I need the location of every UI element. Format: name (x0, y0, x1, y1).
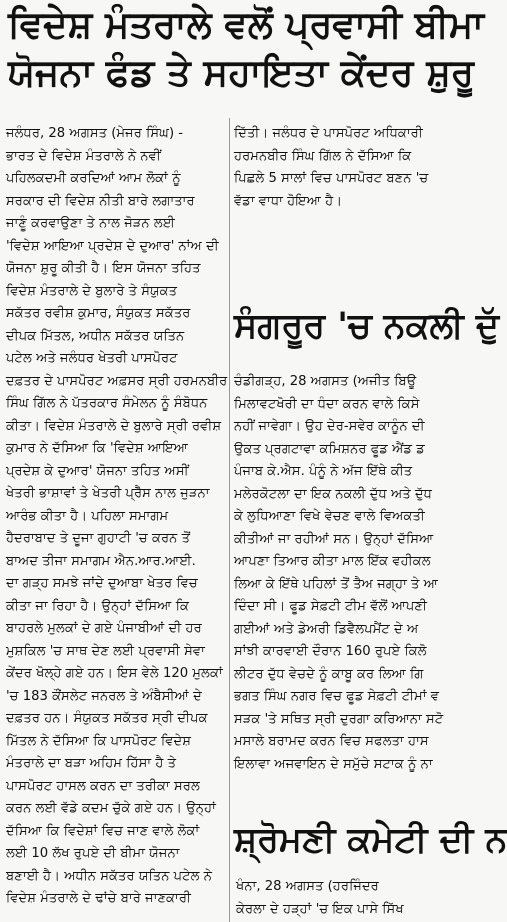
text-line: ਚੰਡੀਗੜ੍ਹ, 28 ਅਗਸਤ (ਅਜੀਤ ਬਿਊ (234, 374, 417, 389)
sangrur-article-body (234, 371, 453, 776)
headline-line-1: ਵਿਦੇਸ਼ ਮੰਤਰਾਲੇ ਵਲੋਂ ਪ੍ਰਵਾਸੀ ਬੀਮਾ (8, 3, 484, 46)
headline-line-2: ਯੋਜਨਾ ਫੰਡ ਤੇ ਸਹਾਇਤਾ ਕੇਂਦਰ ਸ਼ੁਰੂ (8, 51, 474, 94)
text-line: ਸਿੰਘ ਗਿੱਲ ਨੇ ਪੱਤਰਕਾਰ ਸੰਮੇਲਨ ਨੂੰ ਸੰਬੋਧਨ (6, 396, 208, 411)
text-line: ਮੰਤਰਾਲੇ ਦਾ ਬੜਾ ਅਹਿਮ ਹਿੱਸਾ ਹੈ ਤੇ (6, 756, 177, 771)
text-line: ਦੱਸਿਆ ਕਿ ਵਿਦੇਸ਼ਾਂ ਵਿਚ ਜਾਣ ਵਾਲੇ ਲੋਕਾਂ (6, 823, 200, 839)
text-line: ਭਗਤ ਸਿੰਘ ਨਗਰ ਵਿਚ ਫੂਡ ਸੇਫ਼ਟੀ ਟੀਮਾਂ ਵ (234, 689, 439, 704)
text-line: ਪਹਿਲਕਦਮੀ ਕਰਦਿਆਂ ਆਮ ਲੋਕਾਂ ਨੂੰ (6, 171, 181, 186)
text-line: ਹਰਮਨਬੀਰ ਸਿੰਘ ਗਿੱਲ ਨੇ ਦੱਸਿਆ ਕਿ (234, 148, 412, 164)
text-line: ਦਿੱਤੀ। ਜਲੰਧਰ ਦੇ ਪਾਸਪੋਰਟ ਅਧਿਕਾਰੀ (234, 126, 423, 141)
text-line: ਕੀਤਾ। ਵਿਦੇਸ਼ ਮੰਤਰਾਲੇ ਦੇ ਬੁਲਾਰੇ ਸ੍ਰੀ ਰਵੀਸ਼ (6, 418, 222, 434)
text-line: ਪ੍ਰਦੇਸ਼ ਕੇ ਦੁਆਰ' ਯੋਜਨਾ ਤਹਿਤ ਅਸੀਂ (6, 463, 189, 479)
text-line: ਭਾਰਤ ਦੇ ਵਿਦੇਸ਼ ਮੰਤਰਾਲੇ ਨੇ ਨਵੀਂ (6, 148, 161, 164)
text-line: ਮਸਾਲੇ ਬਰਾਮਦ ਕਰਨ ਵਿਚ ਸਫਲਤਾ ਹਾਸ (234, 734, 429, 749)
committee-article-body (236, 876, 453, 921)
text-line: ਖੰਨਾ, 28 ਅਗਸਤ (ਹਰਜਿੰਦਰ (236, 879, 379, 894)
text-line: ਪਟੇਲ ਅਤੇ ਜਲੰਧਰ ਖੇਤਰੀ ਪਾਸਪੋਰਟ (6, 351, 178, 366)
text-line: ਸਰਕਾਰ ਦੀ ਵਿਦੇਸ਼ ਨੀਤੀ ਬਾਰੇ ਲਗਾਤਾਰ (6, 193, 195, 209)
text-line: 'ਚ 183 ਕੌਂਸਲੇਟ ਜਨਰਲ ਤੇ ਅੰਬੈਸੀਆਂ ਦੇ (6, 688, 202, 704)
text-line: ਖੇਤਰੀ ਭਾਸ਼ਾਵਾਂ ਤੇ ਖੇਤਰੀ ਪ੍ਰੈੱਸ ਨਾਲ ਜੁੜਨਾ (6, 486, 210, 501)
text-line: ਪਿਛਲੇ 5 ਸਾਲਾਂ ਵਿਚ ਪਾਸਪੋਰਟ ਬਣਨ 'ਚ (234, 171, 429, 186)
text-line: ਕੇਂਦਰ ਖੋਲ੍ਹੇ ਗਏ ਹਨ। ਇਸ ਵੇਲੇ 120 ਮੁਲਕਾਂ (6, 666, 223, 681)
committee-headline: ਸ਼੍ਰੋਮਣੀ ਕਮੇਟੀ ਦੀ ਨ (234, 820, 507, 860)
text-line: ਜਲੰਧਰ, 28 ਅਗਸਤ (ਮੇਜਰ ਸਿੰਘ) - (6, 126, 184, 141)
text-line: ਮੁਸ਼ਕਿਲ 'ਚ ਸਾਥ ਦੇਣ ਲਈ ਪ੍ਰਵਾਸੀ ਸੇਵਾ (6, 643, 205, 659)
text-line: ਉਕਤ ਪ੍ਰਗਟਾਵਾ ਕਮਿਸ਼ਨਰ ਫੂਡ ਐਂਡ ਡ (234, 441, 425, 457)
text-line: ਦਿੰਦਾ ਸੀ। ਫੂਡ ਸੇਫ਼ਟੀ ਟੀਮ ਵੱਲੋਂ ਆਪਣੀ (234, 599, 427, 614)
text-line: ਸਾਂਝੀ ਕਾਰਵਾਈ ਦੌਰਾਨ 160 ਰੁਪਏ ਕਿਲੋ (234, 644, 427, 659)
sangrur-headline: ਸੰਗਰੂਰ 'ਚ ਨਕਲੀ ਦੁੱ (234, 306, 500, 346)
text-line: ਕੁਮਾਰ ਨੇ ਦੱਸਿਆ ਕਿ 'ਵਿਦੇਸ਼ ਆਇਆ (6, 441, 188, 456)
column-rule (229, 118, 230, 922)
text-line: ਮਿਲਾਵਟਖੋਰੀ ਦਾ ਧੰਦਾ ਕਰਨ ਵਾਲੇ ਕਿਸੇ (234, 396, 420, 412)
text-line: ਗਈਆਂ ਅਤੇ ਡੇਅਰੀ ਡਿਵੈਲਪਮੈਂਟ ਦੇ ਅ (234, 621, 419, 637)
text-line: ਕਰਨ ਲਈ ਵੱਡੇ ਕਦਮ ਚੁੱਕੇ ਗਏ ਹਨ। ਉਨ੍ਹਾਂ (6, 801, 216, 816)
text-line: ਮਿੱਤਲ ਨੇ ਦੱਸਿਆ ਕਿ ਪਾਸਪੋਰਟ ਵਿਦੇਸ਼ (6, 733, 192, 749)
main-article-body (6, 123, 228, 911)
text-line: ਦਫ਼ਤਰ ਦੇ ਪਾਸਪੋਰਟ ਅਫ਼ਸਰ ਸ੍ਰੀ ਹਰਮਨਬੀਰ (6, 373, 228, 389)
text-line: ਬਾਹਰਲੇ ਮੁਲਕਾਂ ਦੇ ਗਏ ਪੰਜਾਬੀਆਂ ਦੀ ਹਰ (6, 621, 202, 636)
text-line: ਹੈਦਰਾਬਾਦ ਤੇ ਦੂਜਾ ਗੁਹਾਟੀ 'ਚ ਕਰਨ ਤੋਂ (6, 531, 191, 546)
text-line: ਲਈ 10 ਲੱਖ ਰੁਪਏ ਦੀ ਬੀਮਾ ਯੋਜਨਾ (6, 846, 180, 861)
main-article-continuation (234, 123, 453, 213)
text-line: ਯੋਜਨਾ ਸ਼ੁਰੂ ਕੀਤੀ ਹੈ। ਇਸ ਯੋਜਨਾ ਤਹਿਤ (6, 261, 201, 276)
text-line: ਕੇਰਲਾ ਦੇ ਹੜ੍ਹਾਂ 'ਚ ਇਕ ਪਾਸੇ ਸਿੱਖ (236, 901, 404, 917)
text-line: ਕੀਤੀਆਂ ਜਾ ਰਹੀਆਂ ਸਨ। ਉਨ੍ਹਾਂ ਦੱਸਿਆ (234, 531, 434, 547)
text-line: ਪਾਸਪੋਰਟ ਹਾਸਲ ਕਰਨ ਦਾ ਤਰੀਕਾ ਸਰਲ (6, 778, 200, 794)
text-line: ਦੀਪਕ ਮਿੱਤਲ, ਅਧੀਨ ਸਕੱਤਰ ਯਤਿਨ (6, 328, 185, 344)
text-line: ਲਿਆ ਕੇ ਇੱਥੇ ਪਹਿਲਾਂ ਤੋਂ ਤੈਅ ਜਗ੍ਹਾ ਤੇ ਆ (234, 576, 439, 592)
text-line: ਬਾਅਦ ਤੀਜਾ ਸਮਾਗਮ ਐਨ.ਆਰ.ਆਈ. (6, 553, 196, 569)
text-line: ਵੱਡਾ ਵਾਧਾ ਹੋਇਆ ਹੈ। (234, 193, 343, 209)
text-line: ਵਿਦੇਸ਼ ਮੰਤਰਾਲੇ ਦੇ ਬੁਲਾਰੇ ਤੇ ਸੰਯੁਕਤ (6, 283, 178, 299)
text-line: ਆਪਣਾ ਤਿਆਰ ਕੀਤਾ ਮਾਲ ਇੱਕ ਵਹੀਕਲ (234, 554, 431, 569)
text-line: ਸੜਕ 'ਤੇ ਸਥਿਤ ਸ੍ਰੀ ਦੁਰਗਾ ਕਰਿਆਨਾ ਸਟੋ (234, 711, 444, 727)
text-line: ਜਾਣੂੰ ਕਰਵਾਉਣਾ ਤੇ ਨਾਲ ਜੋੜਨ ਲਈ (6, 216, 176, 231)
text-line: ਵਿਦੇਸ਼ ਮੰਤਰਾਲੇ ਦੇ ਢਾਂਚੇ ਬਾਰੇ ਜਾਣਕਾਰੀ (6, 891, 191, 906)
text-line: ਸਕੱਤਰ ਰਵੀਸ਼ ਕੁਮਾਰ, ਸੰਯੁਕਤ ਸਕੱਤਰ (6, 306, 191, 321)
text-line: ਦਾ ਗੜ੍ਹ ਸਮਝੇ ਜਾਂਦੇ ਦੁਆਬਾ ਖੇਤਰ ਵਿਚ (6, 576, 198, 591)
text-line: ਦਫ਼ਤਰ ਹਨ। ਸੰਯੁਕਤ ਸਕੱਤਰ ਸ੍ਰੀ ਦੀਪਕ (6, 711, 208, 726)
text-line: ਕੀਤਾ ਜਾ ਰਿਹਾ ਹੈ। ਉਨ੍ਹਾਂ ਦੱਸਿਆ ਕਿ (6, 598, 189, 614)
text-line: ਇਲਾਵਾ ਅਜਵਾਇਨ ਦੇ ਸਮੁੱਚੇ ਸਟਾਕ ਨੂੰ ਨਾ (234, 756, 433, 772)
text-line: ਬਣਾਈ ਹੈ। ਅਧੀਨ ਸਕੱਤਰ ਯਤਿਨ ਪਟੇਲ ਨੇ (6, 868, 212, 884)
text-line: ਆਰੰਭ ਕੀਤਾ ਹੈ। ਪਹਿਲਾ ਸਮਾਗਮ (6, 508, 169, 524)
text-line: ਨਹੀਂ ਜਾਵੇਗਾ। ਉਹ ਦੇਰ-ਸਵੇਰ ਕਾਨੂੰਨ ਦੀ (234, 419, 425, 434)
text-line: 'ਵਿਦੇਸ਼ ਆਇਆ ਪ੍ਰਦੇਸ਼ ਦੇ ਦੁਆਰ' ਨਾਂਅ ਦੀ (6, 238, 219, 254)
text-line: ਲੀਟਰ ਦੁੱਧ ਵੇਚਦੇ ਨੂੰ ਕਾਬੂ ਕਰ ਲਿਆ ਗਿ (234, 666, 424, 682)
text-line: ਪੰਜਾਬ ਕੇ.ਐਸ. ਪੰਨੂੰ ਨੇ ਅੱਜ ਇੱਥੇ ਕੀਤ (234, 464, 413, 479)
text-line: ਮਲੇਰਕੋਟਲਾ ਦਾ ਇਕ ਨਕਲੀ ਦੁੱਧ ਅਤੇ ਦੁੱਧ (234, 486, 432, 502)
text-line: ਕੇ ਲੁਧਿਆਣਾ ਵਿਖੇ ਵੇਚਣ ਵਾਲੇ ਵਿਅਕਤੀ (234, 509, 425, 524)
